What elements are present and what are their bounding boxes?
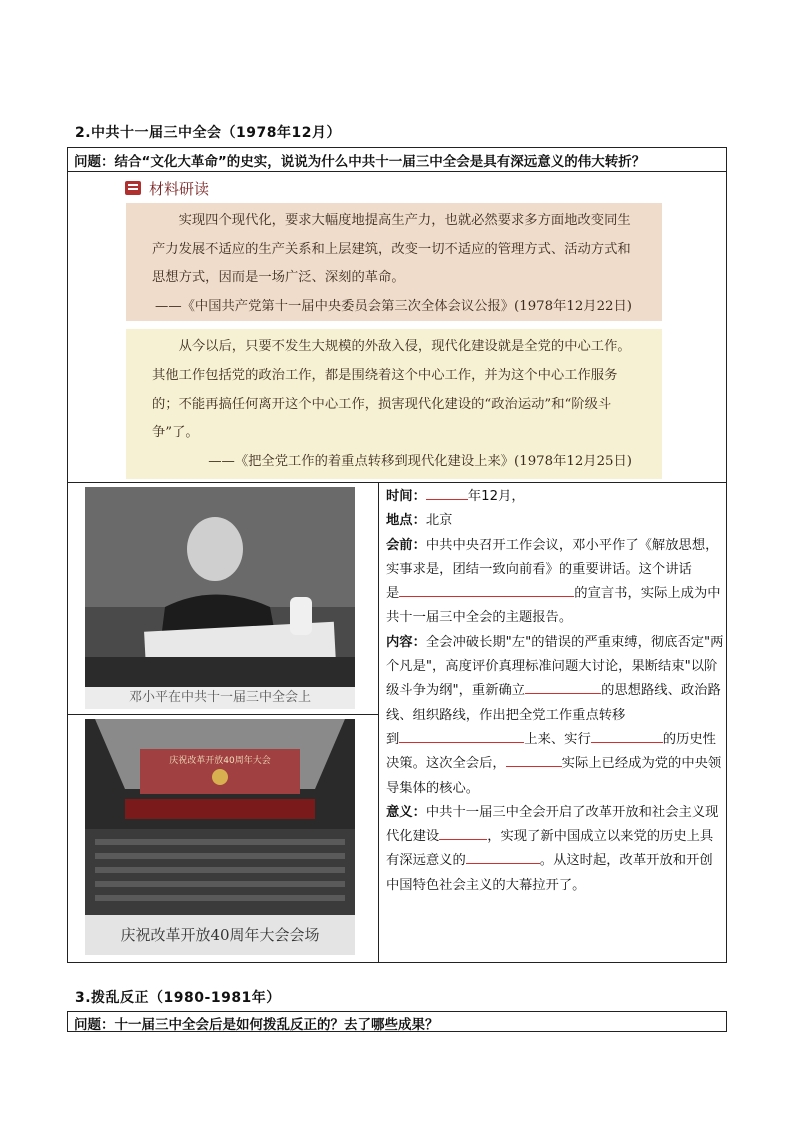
blank-period[interactable] <box>439 825 487 840</box>
before-text-pre: 是 <box>386 586 400 602</box>
quote-1-source: ——《中国共产党第十一届中央委员会第三次全体会议公报》(1978年12月22日) <box>155 298 632 314</box>
meaning-label: 意义： <box>386 804 426 820</box>
blank-manifesto[interactable] <box>399 582 574 597</box>
content-grid <box>67 483 727 963</box>
book-icon <box>123 178 145 198</box>
content-label: 内容： <box>386 634 426 650</box>
content-text-a: 全会冲破长期"左"的错误的严重束缚，彻底否定"两个凡是"，高度评价真理标准问题大讨论，果断结束"以阶级斗争为纲"，重新确立 <box>386 634 724 699</box>
quote-1-text: 实现四个现代化，要求大幅度地提高生产力，也就必然要求多方面地改变同生产力发展不适应的生产关系和上层建筑，改变一切不适应的管理方式、活动方式和思想方式，因而是一场广泛、深刻的革命。 <box>152 213 631 285</box>
before-label: 会前： <box>386 537 426 553</box>
meaning-text-c: 。从这时起，改革开放和开创中国特色社会主义的大幕拉开了。 <box>386 853 713 893</box>
place-value: 北京 <box>425 513 453 529</box>
before-text-post: 的宣言书，实际上成为中共十一届三中全会的主题报告。 <box>386 586 721 626</box>
quote-2-text: 从今以后，只要不发生大规模的外敌入侵，现代化建设就是全党的中心工作。其他工作包括党的政治工作，都是围绕着这个中心工作，并为这个中心工作服务的；不能再搞任何离开这个中心工作，损害现代化建设的“政治运动”和“阶级斗争”了。 <box>152 339 631 441</box>
blank-year[interactable] <box>426 485 468 500</box>
section-2-question: 问题：结合“文化大革命”的史实，说说为什么中共十一届三中全会是具有深远意义的伟大转折？ <box>67 147 727 172</box>
before-text: 中共中央召开工作会议，邓小平作了《解放思想，实事求是，团结一致向前看》的重要讲话。这个讲话 <box>386 537 719 577</box>
deng-photo-caption: 邓小平在中共十一届三中全会上 <box>85 687 355 709</box>
blank-turning-point[interactable] <box>466 849 540 864</box>
blank-line[interactable] <box>525 679 601 694</box>
content-text-c-post: 的历史性决策。这次全会后， <box>386 731 716 772</box>
deng-photo <box>85 487 355 709</box>
blank-leader[interactable] <box>506 752 562 767</box>
time-suffix: 年12月， <box>467 489 525 504</box>
blank-focus[interactable] <box>399 728 524 743</box>
quote-communique <box>126 203 662 321</box>
facts-block <box>386 485 724 898</box>
section-2-title: 2.中共十一届三中全会（1978年12月） <box>75 125 342 141</box>
meaning-text-b: ，实现了新中国成立以来党的历史上具有深远意义的 <box>386 829 714 869</box>
material-cell <box>67 171 727 483</box>
quote-2-source: ——《把全党工作的着重点转移到现代化建设上来》(1978年12月25日) <box>208 454 632 470</box>
time-label: 时间： <box>386 489 426 504</box>
content-text-b: 的思想路线、政治路线、组织路线，作出把全党工作重点转移 <box>386 683 721 723</box>
hall-photo <box>85 719 355 955</box>
hall-banner: 庆祝改革开放40周年大会 <box>169 756 271 766</box>
hall-photo-caption: 庆祝改革开放40周年大会会场 <box>85 915 355 955</box>
content-text-c-mid: 上来、实行 <box>524 731 591 747</box>
material-header-label: 材料研读 <box>149 179 210 198</box>
section-3-title: 3.拨乱反正（1980-1981年） <box>75 990 281 1006</box>
content-text-c-pre: 到 <box>386 731 400 747</box>
quote-speech <box>126 329 662 479</box>
content-text-d: 实际上已经成为党的中央领导集体的核心。 <box>386 756 722 796</box>
meaning-text-a: 中共十一届三中全会开启了改革开放和社会主义现代化建设 <box>386 804 719 845</box>
blank-policy[interactable] <box>591 728 663 743</box>
material-header <box>123 177 209 199</box>
section-3-question: 问题：十一届三中全会后是如何拨乱反正的？去了哪些成果？ <box>67 1011 727 1032</box>
place-label: 地点： <box>386 513 426 529</box>
